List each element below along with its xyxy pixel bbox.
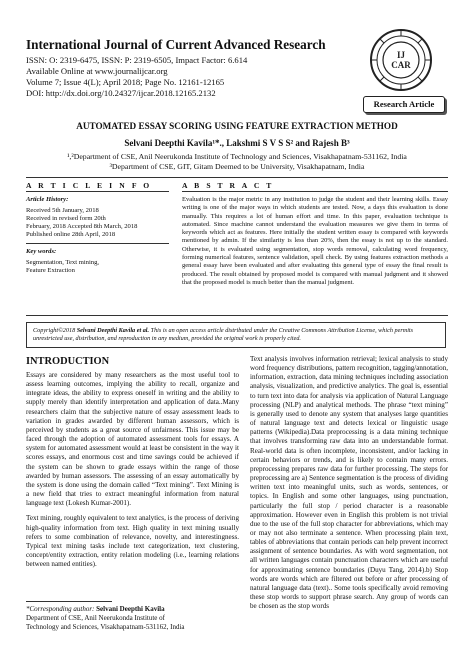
keywords-label: Key words: bbox=[26, 248, 57, 255]
copyright-text: This is an open access article distributed under the Creative Commons Attribution License, which permits unrestricted use, distribution, and reproduction in any medium, provided the original work is properly cited. bbox=[33, 327, 414, 342]
copyright-prefix: Copyright©2018 bbox=[33, 327, 77, 334]
article-history bbox=[26, 196, 137, 239]
ijcar-seal-logo-icon bbox=[369, 28, 433, 92]
corresponding-author-name: Selvani Deepthi Kavila bbox=[96, 605, 165, 613]
article-history-label: Article History: bbox=[26, 196, 69, 203]
affiliation-1: ¹,²Department of CSE, Anil Neerukonda Institute of Technology and Sciences, Visakhapatnam-531162, India bbox=[67, 152, 407, 161]
corresponding-author-dept: Department of CSE, Anil Neerukonda Institute of bbox=[26, 614, 165, 622]
svg-text:IJ: IJ bbox=[396, 50, 406, 60]
intro-paragraph-2: Text mining, roughly equivalent to text analytics, is the process of deriving high-quality information from text. High quality in text mining usually refers to some combination of relevance, novelty, and interestingness. Typical text mining tasks include text categorization, text clustering, concept/entity extraction, entity relation modeling (i.e., learning relations between named entities). bbox=[26, 514, 239, 569]
abstract-bottom-divider bbox=[26, 315, 448, 316]
introduction-heading: INTRODUCTION bbox=[26, 356, 110, 367]
issn-line: ISSN: O: 2319-6475, ISSN: P: 2319-6505, Impact Factor: 6.614 bbox=[26, 55, 248, 65]
copyright-notice bbox=[26, 322, 446, 348]
keywords-line-1: Segmentation, Text mining, bbox=[26, 259, 100, 266]
right-column-paragraph: Text analysis involves information retrieval; lexical analysis to study word frequency distributions, pattern recognition, tagging/annotation, information, extraction, data mining techniques including association analysis, visualization, and predictive analytics. The goal is, essential to turn text into data for analysis via application of Natural Language processing (NLP) and analytical methods. The phrase “text mining” is generally used to denote any system that analyses large quantities of natural language text and detects lexical or linguistic usage patterns (Wikipedia).Data preprocessing is a data mining technique that involves transforming raw data into an understandable format. Real-world data is often incomplete, inconsistent, and/or lacking in certain behaviors or trends, and is likely to contain many errors. preprocessing prepares raw data for further processing. The steps for preprocessing are a) Sentence segmentation is the process of dividing written text into meaningful units, such as words, sentences, or topics. In English and some other languages, using punctuation, particularly the full stop / period character is a reasonable approximation. However even in English this problem is not trivial due to the use of the full stop character for abbreviations, which may or may not also terminate a sentence. When processing plain text, tables of abbreviations that contain periods can help prevent incorrect assignment of sentence boundaries. As with word segmentation, not all written languages contain punctuation characters which are useful for approximating sentence boundaries (Duyu Tang, 2014).b) Stop words are words which are filtered out before or after processing of natural language data (text).. Some tools specifically avoid removing these stop words to support phrase search. Any group of words can be chosen as the stop words bbox=[250, 355, 448, 611]
top-divider bbox=[26, 177, 448, 178]
journal-title: International Journal of Current Advanced Research bbox=[26, 37, 326, 52]
revised-date: Received in revised form 20th bbox=[26, 215, 106, 222]
intro-paragraph-1: Essays are considered by many researchers as the most useful tool to assess learning outcomes, implying the ability to recall, organize and integrate ideas, the ability to express oneself in writing and the ability to supply merely than identify interpretation and application of data..Many researchers claim that the subjective nature of essay assessment leads to variation in grades awarded by different human assessors, which is perceived by students as a great source of unfairness. This issue may be faced through the adoption of automated assessment tools for essays. A system for automated assessment would at least be consistent in the way it scores essays, and enormous cost and time savings could be achieved if the system can be shown to grade essays within the range of those awarded by human assessors. The assessing of an essay automatically by the system is done using the domain called “Text mining”. Text Mining is a new field that tries to extract meaningful information from natural language text (Lokesh Kumar-2001). bbox=[26, 371, 239, 508]
available-online-line: Available Online at www.journalijcar.org bbox=[26, 66, 168, 76]
copyright-holder: Selvani Deepthi Kavila et al. bbox=[76, 327, 150, 334]
corresponding-author-inst: Technology and Sciences, Visakhapatnam-531162, India bbox=[26, 623, 185, 631]
body-right-column bbox=[250, 355, 448, 617]
abstract-text: Evaluation is the major metric in any institution to judge the student and their learning skills. Essay writing is one of the major ways in which students are tested. Now, a days this evaluation is done manually. This requires a lot of human effort and time. In this paper, evaluation technique is automated. Since machine cannot understand the evaluation measures we give them in terms of keywords which act as features. Here initially the student written essay is compared with keywords mentioned by admin. If the similarity is less than 20%, then the essay is not up to the standard. Otherwise, it is evaluated using segmentation, stop words removal, calculating word frequency, forming numerical features, sentence validation, spell check. By using features extraction methods a general essay have been evaluated and after evaluating this general type of essay the final result is produced. The result obtained by proposed model is compared with manual judgment and it showed that the proposed model is much better than the manual judgment. bbox=[182, 196, 448, 286]
corresponding-author-label: *Corresponding author: bbox=[26, 605, 97, 613]
article-info-divider bbox=[26, 191, 169, 192]
keywords-block bbox=[26, 248, 99, 275]
research-article-badge: Research Article bbox=[363, 96, 445, 113]
author-list: Selvani Deepthi Kavila¹*., Lakshmi S V S S² and Rajesh B³ bbox=[124, 138, 350, 148]
keywords-divider bbox=[26, 243, 169, 244]
corresponding-author-footnote bbox=[26, 605, 185, 632]
affiliation-2: ³Department of CSE, GIT, Gitam Deemed to be University, Visakhapatnam, India bbox=[109, 162, 365, 171]
published-date: Published online 28th April, 2018 bbox=[26, 231, 116, 238]
article-info-heading: A R T I C L E I N F O bbox=[26, 181, 152, 190]
footnote-divider bbox=[26, 601, 112, 602]
volume-issue-line: Volume 7; Issue 4(L); April 2018; Page No. 12161-12165 bbox=[26, 77, 225, 87]
abstract-divider bbox=[182, 191, 448, 192]
body-left-column bbox=[26, 356, 239, 575]
doi-line: DOI: http://dx.doi.org/10.24327/ijcar.2018.12165.2132 bbox=[26, 88, 216, 98]
received-date: Received 5th January, 2018 bbox=[26, 207, 99, 214]
accepted-date: February, 2018 Accepted 8th March, 2018 bbox=[26, 223, 138, 230]
paper-title: AUTOMATED ESSAY SCORING USING FEATURE EXTRACTION METHOD bbox=[76, 121, 398, 131]
svg-text:CAR: CAR bbox=[391, 60, 411, 70]
keywords-line-2: Feature Extraction bbox=[26, 267, 75, 274]
abstract-heading: A B S T R A C T bbox=[182, 181, 274, 190]
